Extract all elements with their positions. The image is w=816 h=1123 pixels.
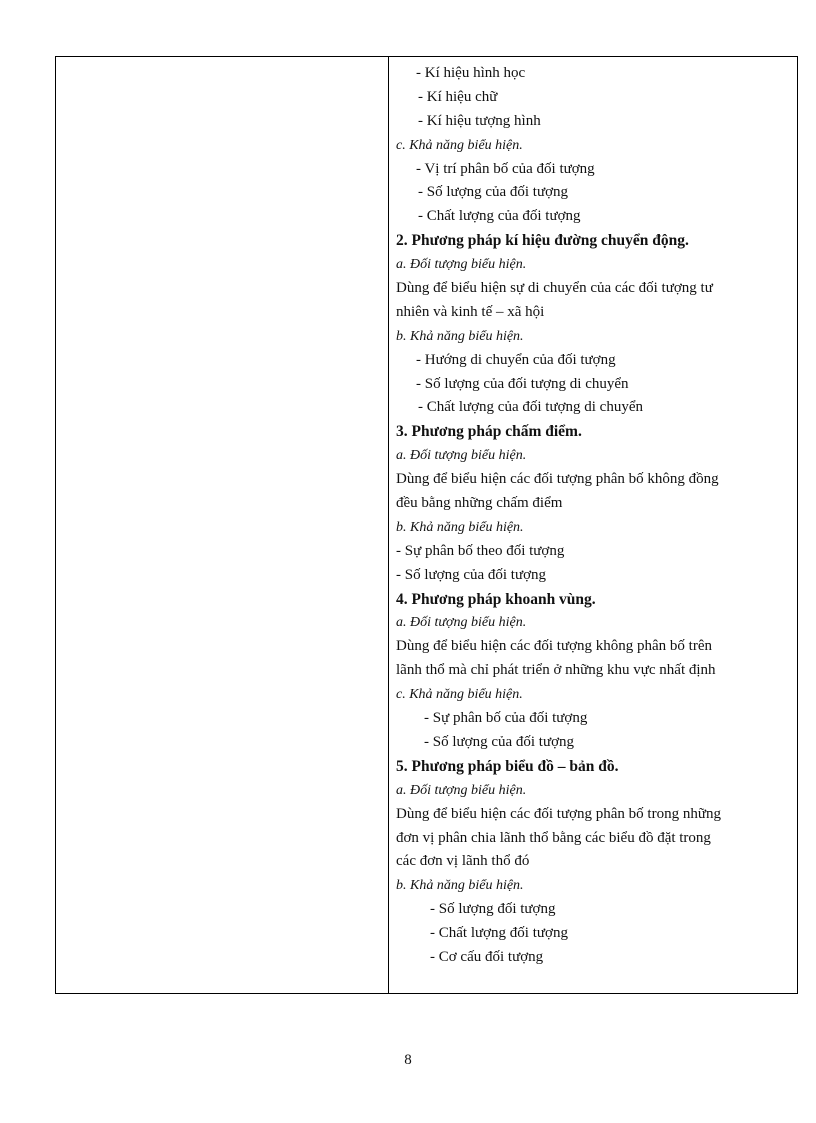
list-item: - Số lượng của đối tượng <box>418 184 569 201</box>
subsection-heading: a. Đối tượng biểu hiện. <box>396 615 527 631</box>
subsection-heading: b. Khả năng biểu hiện. <box>396 878 524 894</box>
text-line: Dùng để biểu hiện sự di chuyển của các đối tượng tư <box>396 280 713 297</box>
list-item: - Cơ cấu đối tượng <box>430 948 544 965</box>
text-line: đều bằng những chấm điểm <box>396 495 563 512</box>
subsection-heading: a. Đối tượng biểu hiện. <box>396 448 527 464</box>
list-item: - Số lượng của đối tượng di chuyển <box>416 375 629 392</box>
list-item: - Sự phân bố theo đối tượng <box>396 542 565 559</box>
section-heading: 4. Phương pháp khoanh vùng. <box>396 590 596 608</box>
list-item: - Vị trí phân bố của đối tượng <box>416 160 595 177</box>
list-item: - Hướng di chuyển của đối tượng <box>416 351 616 368</box>
content-table <box>55 56 798 994</box>
text-line: đơn vị phân chia lãnh thổ bằng các biểu đồ đặt trong <box>396 829 711 846</box>
subsection-heading: c. Khả năng biểu hiện. <box>396 687 523 703</box>
text-line: lãnh thổ mà chỉ phát triển ở những khu vực nhất định <box>396 662 716 679</box>
list-item: - Số lượng đối tượng <box>430 901 556 918</box>
list-item: - Kí hiệu tượng hình <box>418 112 541 129</box>
subsection-heading: b. Khả năng biểu hiện. <box>396 328 524 344</box>
list-item: - Sự phân bố của đối tượng <box>424 710 588 727</box>
subsection-heading: a. Đối tượng biểu hiện. <box>396 782 527 798</box>
text-line: nhiên và kinh tế – xã hội <box>396 303 545 320</box>
left-cell <box>56 57 388 993</box>
section-heading: 5. Phương pháp biểu đồ – bản đồ. <box>396 757 619 775</box>
text-line: Dùng để biểu hiện các đối tượng phân bố trong những <box>396 805 721 822</box>
text-line: các đơn vị lãnh thổ đó <box>396 853 530 870</box>
list-item: - Chất lượng đối tượng <box>430 925 568 942</box>
list-item: - Số lượng của đối tượng <box>396 566 547 583</box>
right-cell <box>396 62 794 970</box>
text-line: Dùng để biểu hiện các đối tượng phân bố không đồng <box>396 471 719 488</box>
list-item: - Chất lượng của đối tượng <box>418 208 581 225</box>
column-divider <box>388 57 389 993</box>
subsection-heading: a. Đối tượng biểu hiện. <box>396 257 527 273</box>
subsection-heading: c. Khả năng biểu hiện. <box>396 137 523 153</box>
list-item: - Kí hiệu chữ <box>418 88 498 105</box>
section-heading: 3. Phương pháp chấm điểm. <box>396 423 582 441</box>
page-number: 8 <box>404 1052 412 1068</box>
list-item: - Kí hiệu hình học <box>416 65 526 81</box>
text-line: Dùng để biểu hiện các đối tượng không phân bố trên <box>396 638 712 655</box>
section-heading: 2. Phương pháp kí hiệu đường chuyển động. <box>396 232 689 250</box>
list-item: - Chất lượng của đối tượng di chuyển <box>418 399 643 416</box>
subsection-heading: b. Khả năng biểu hiện. <box>396 519 524 535</box>
list-item: - Số lượng của đối tượng <box>424 733 575 750</box>
